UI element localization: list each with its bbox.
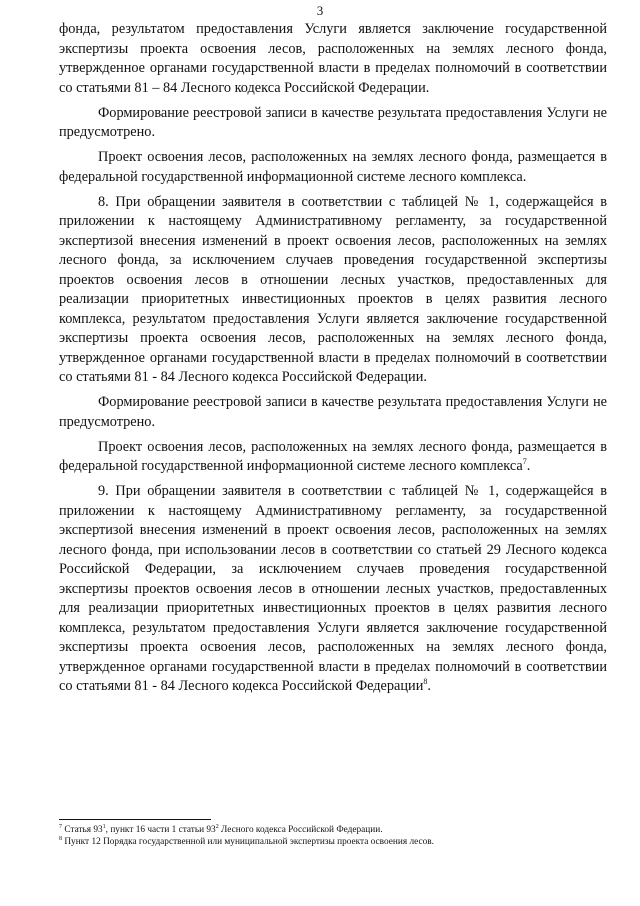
- paragraph: Формирование реестровой записи в качестве результата предоставления Услуги не предусмотрено.: [59, 394, 607, 430]
- footnotes: [59, 819, 607, 848]
- paragraph: Проект освоения лесов, расположенных на землях лесного фонда, размещается в федеральной государственной информационной системе лесного комплекса$^7$.: [59, 438, 607, 474]
- paragraph: Формирование реестровой записи в качестве результата предоставления Услуги не предусмотрено.: [59, 104, 607, 140]
- paragraph: Проект освоения лесов, расположенных на землях лесного фонда, размещается в федеральной государственной информационной системе лесного комплекса.: [59, 149, 607, 185]
- paragraph-continuation: фонда, результатом предоставления Услуги является заключение государственной экспертизы проекта освоения лесов, расположенных на землях лесного фонда, утвержденное органами государственной власти в пределах полномочий в соответствии со статьями 81 – 84 Лесного кодекса Российской Федерации.: [59, 21, 607, 96]
- page-number: 3: [316, 3, 324, 18]
- document-body: [59, 20, 607, 702]
- footnote-8: $^8$ Пункт 12 Порядка государственной или муниципальной экспертизы проекта освоения лесов.: [59, 835, 434, 847]
- footnote-7: $^7$ Статья $93^1$, пункт 16 части 1 статьи $93^2$ Лесного кодекса Российской Федерации.: [59, 823, 383, 835]
- footnote-ref-8[interactable]: 8: [423, 677, 428, 687]
- paragraph-item-9: 9. При обращении заявителя в соответствии с таблицей № 1, содержащейся в приложении к настоящему Административному регламенту, за государственной экспертизой внесения изменений в проект освоения лесов, расположенных на землях лесного фонда, при использовании лесов в соответствии со статьей 29 Лесного кодекса Российской Федерации, за исключением случаев проведения государственной экспертизы проектов освоения лесов в отношении лесных участков, предоставленных для реализации приоритетных инвестиционных проектов в целях развития лесного комплекса, результатом предоставления Услуги является заключение государственной экспертизы проекта освоения лесов, расположенных на землях лесного фонда, утвержденное органами государственной власти в пределах полномочий в соответствии со статьями 81 - 84 Лесного кодекса Российской Федерации$^8$.: [59, 483, 607, 694]
- footnote-ref-7[interactable]: 7: [522, 457, 527, 467]
- footnote-divider: [59, 819, 211, 820]
- paragraph-item-8: 8. При обращении заявителя в соответствии с таблицей № 1, содержащейся в приложении к настоящему Административному регламенту, за государственной экспертизой внесения изменений в проект освоения лесов, расположенных на землях лесного фонда, за исключением случаев проведения государственной экспертизы проектов освоения лесов в отношении лесных участков, предоставленных для реализации приоритетных инвестиционных проектов в целях развития лесного комплекса, результатом предоставления Услуги является заключение государственной экспертизы проекта освоения лесов, расположенных на землях лесного фонда, утвержденное органами государственной власти в пределах полномочий в соответствии со статьями 81 - 84 Лесного кодекса Российской Федерации.: [59, 193, 607, 385]
